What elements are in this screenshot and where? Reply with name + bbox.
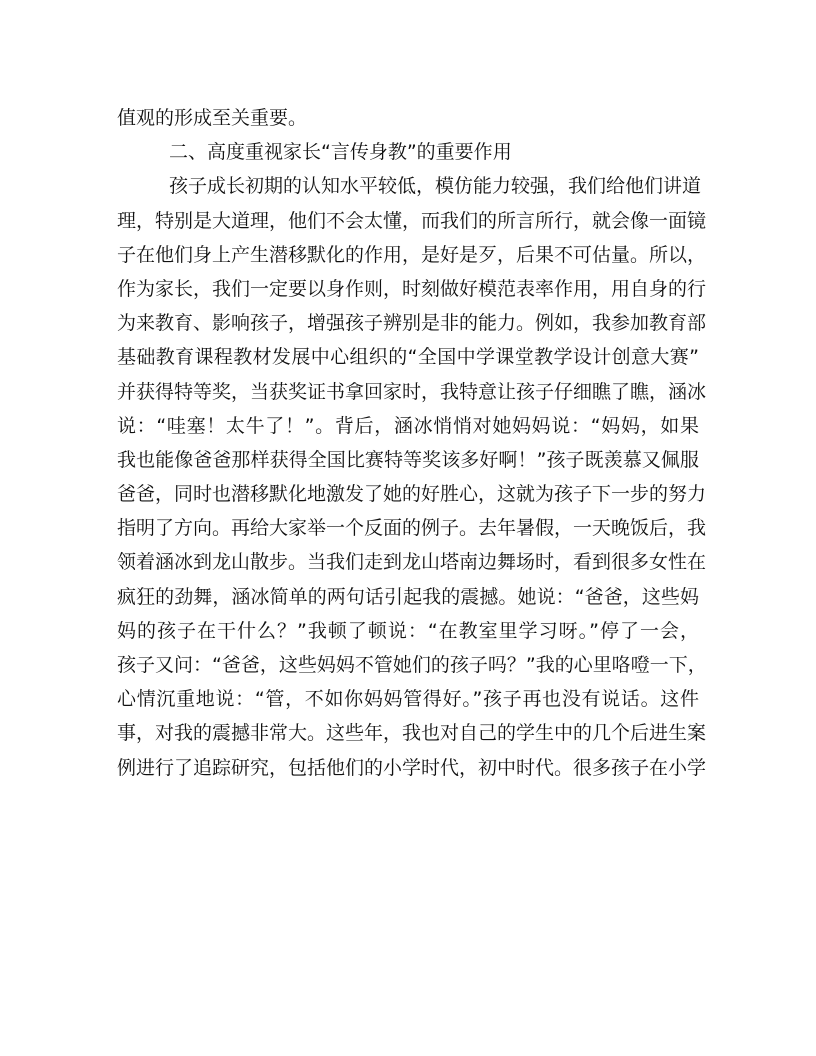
text-line: 领着涵冰到龙山散步。当我们走到龙山塔南边舞场时，看到很多女性在 (117, 551, 707, 574)
text-line: 说：“哇塞！太牛了！”。背后，涵冰悄悄对她妈妈说：“妈妈，如果 (117, 414, 699, 437)
paragraph-first-line: 孩子成长初期的认知水平较低，模仿能力较强，我们给他们讲道 (169, 175, 702, 198)
text-line: 并获得特等奖，当获奖证书拿回家时，我特意让孩子仔细瞧了瞧，涵冰 (117, 380, 707, 403)
text-line: 孩子又问：“爸爸，这些妈妈不管她们的孩子吗？”我的心里咯噔一下， (117, 654, 707, 676)
text-line: 妈的孩子在干什么？”我顿了顿说：“在教室里学习呀。”停了一会， (117, 619, 699, 642)
text-line: 子在他们身上产生潜移默化的作用，是好是歹，后果不可估量。所以， (117, 243, 707, 266)
text-line: 例进行了追踪研究，包括他们的小学时代，初中时代。很多孩子在小学 (117, 756, 707, 779)
text-line: 事，对我的震撼非常大。这些年，我也对自己的学生中的几个后进生案 (117, 722, 707, 745)
text-line: 疯狂的劲舞，涵冰简单的两句话引起我的震撼。她说：“爸爸，这些妈 (117, 585, 699, 608)
text-line: 爸爸，同时也潜移默化地激发了她的好胜心，这就为孩子下一步的努力 (117, 483, 707, 506)
text-line: 作为家长，我们一定要以身作则，时刻做好模范表率作用，用自身的行 (117, 277, 707, 300)
text-line: 我也能像爸爸那样获得全国比赛特等奖该多好啊！”孩子既羡慕又佩服 (117, 448, 699, 471)
text-line: 为来教育、影响孩子，增强孩子辨别是非的能力。例如，我参加教育部 (117, 312, 707, 335)
text-line: 指明了方向。再给大家举一个反面的例子。去年暑假，一天晚饭后，我 (117, 517, 707, 540)
text-line: 心情沉重地说：“管，不如你妈妈管得好。”孩子再也没有说话。这件 (117, 688, 699, 711)
text-line: 理，特别是大道理，他们不会太懂，而我们的所言所行，就会像一面镜 (117, 209, 707, 232)
text-line: 基础教育课程教材发展中心组织的“全国中学课堂教学设计创意大赛” (117, 346, 699, 369)
text-line: 值观的形成至关重要。 (117, 107, 308, 129)
section-heading: 二、高度重视家长“言传身教”的重要作用 (169, 141, 512, 164)
body-text (117, 101, 707, 785)
